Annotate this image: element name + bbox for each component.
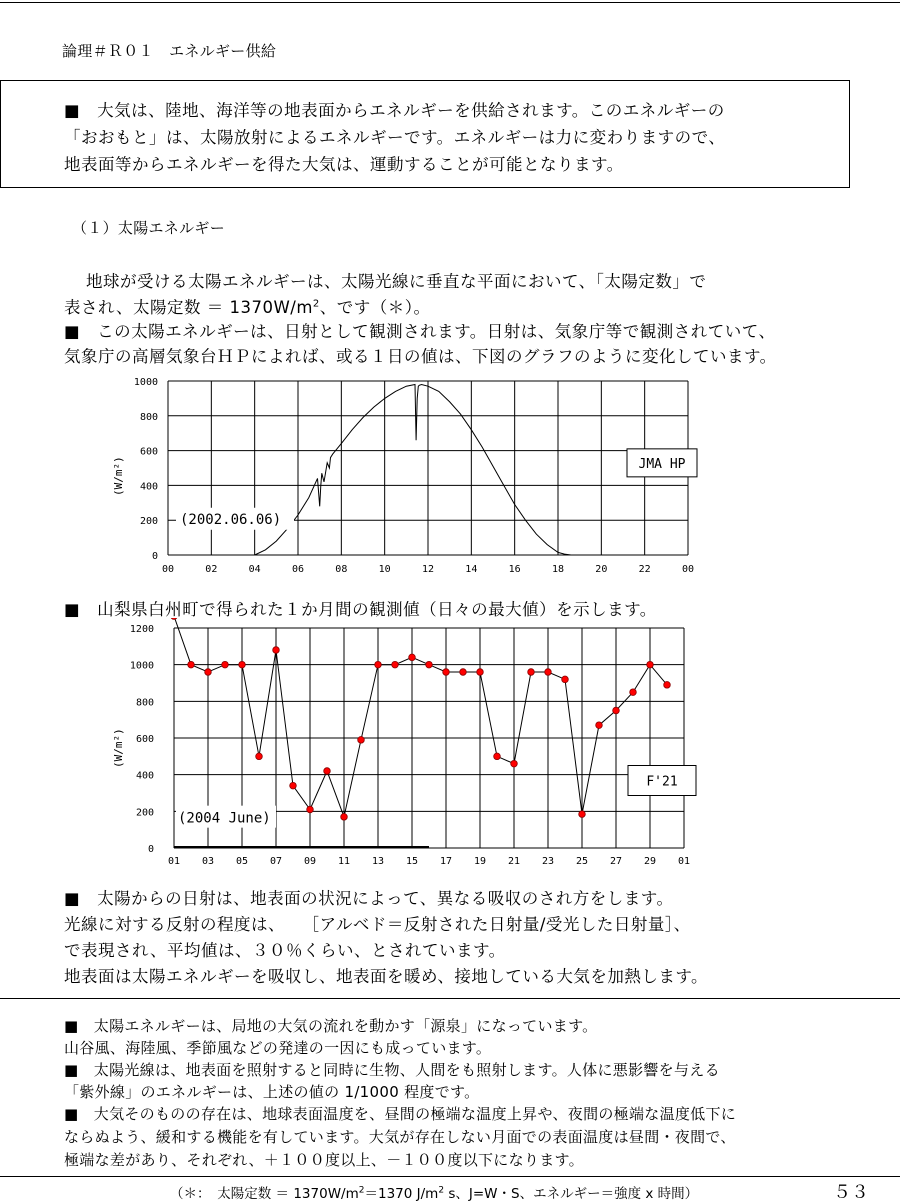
x-tick-label: 00 xyxy=(681,564,695,575)
paragraph-line xyxy=(64,294,431,318)
data-point xyxy=(579,811,586,818)
x-tick-label: 01 xyxy=(677,856,691,867)
x-tick-label: 01 xyxy=(167,856,181,867)
caption: ■ 山梨県白州町で得られた１か月間の観測値（日々の最大値）を示します。 xyxy=(64,600,657,619)
y-tick-label: 0 xyxy=(147,844,154,855)
footnote-part: （＊： 太陽定数 ＝ 1370W/m xyxy=(170,1186,359,1202)
paragraph-line: ■ 太陽からの日射は、地表面の状況によって、異なる吸収のされ方をします。 xyxy=(64,889,674,908)
y-tick-label: 1000 xyxy=(129,660,154,672)
note-line: ならぬよう、緩和する機能を有しています。大気が存在しない月面での表面温度は昼間・夜間で、 xyxy=(64,1128,736,1146)
note-line: ■ 大気そのものの存在は、地球表面温度を、昼間の極端な温度上昇や、夜間の極端な温度低下に xyxy=(64,1105,737,1123)
data-point xyxy=(392,661,399,668)
x-tick-label: 25 xyxy=(575,856,589,867)
solar-constant-text: 表され、太陽定数 ＝ 1370W/m xyxy=(64,298,313,317)
x-tick-label: 02 xyxy=(205,564,218,575)
y-tick-label: 1200 xyxy=(129,624,154,635)
data-point xyxy=(477,669,484,676)
data-point xyxy=(188,661,195,668)
intro-line: ■ 大気は、陸地、海洋等の地表面からエネルギーを供給されます。このエネルギーの xyxy=(64,101,725,120)
monthly-max-chart xyxy=(100,618,710,868)
x-tick-label: 07 xyxy=(269,856,283,867)
y-tick-label: 400 xyxy=(135,770,154,782)
data-point xyxy=(528,669,535,676)
y-axis-label: (W/m²) xyxy=(112,456,125,496)
data-point xyxy=(273,647,280,654)
date-annotation: (2002.06.06) xyxy=(180,511,282,528)
irradiance-line xyxy=(255,385,580,556)
data-point xyxy=(358,737,365,744)
data-point xyxy=(460,669,467,676)
y-tick-label: 400 xyxy=(139,481,158,493)
source-annotation: F'21 xyxy=(646,774,678,790)
data-point xyxy=(562,676,569,683)
data-point xyxy=(426,661,433,668)
data-point xyxy=(239,661,246,668)
x-tick-label: 20 xyxy=(595,564,608,575)
superscript: 2 xyxy=(438,1185,445,1196)
x-tick-label: 17 xyxy=(439,856,453,867)
section-heading: （１）太陽エネルギー xyxy=(72,219,226,237)
paragraph-line: 地表面は太陽エネルギーを吸収し、地表面を暖め、接地している大気を加熱します。 xyxy=(64,967,709,986)
x-tick-label: 18 xyxy=(551,564,565,575)
y-tick-label: 600 xyxy=(135,734,154,745)
paragraph-line: 地球が受ける太陽エネルギーは、太陽光線に垂直な平面において、「太陽定数」で xyxy=(86,272,707,291)
data-point xyxy=(290,782,297,789)
superscript: 2 xyxy=(312,298,320,310)
source-annotation: JMA HP xyxy=(638,456,686,472)
y-tick-label: 200 xyxy=(135,807,154,819)
data-point xyxy=(630,689,637,696)
x-tick-label: 09 xyxy=(303,856,317,867)
data-point xyxy=(307,806,314,813)
x-tick-label: 11 xyxy=(337,856,351,867)
x-tick-label: 08 xyxy=(335,564,348,575)
footnote-part: ＝1370 J/m xyxy=(364,1186,439,1202)
paragraph-line: で表現され、平均値は、３０％くらい、とされています。 xyxy=(64,941,506,960)
note-line: ■ 太陽光線は、地表面を照射すると同時に生物、人間をも照射します。人体に悪影響を与える xyxy=(64,1061,720,1079)
intro-line: 「おおもと」は、太陽放射によるエネルギーです。エネルギーは力に変わりますので、 xyxy=(64,128,726,147)
x-tick-label: 05 xyxy=(235,856,249,867)
page-number: ５３ xyxy=(833,1182,869,1203)
x-tick-label: 03 xyxy=(201,856,215,867)
x-tick-label: 23 xyxy=(541,856,555,867)
paragraph-line: 光線に対する反射の程度は、 ［アルベド＝反射された日射量/受光した日射量］、 xyxy=(64,915,691,934)
x-tick-label: 06 xyxy=(291,564,305,575)
note-line: 山谷風、海陸風、季節風などの発達の一因にも成っています。 xyxy=(64,1039,492,1057)
x-tick-label: 14 xyxy=(465,564,478,575)
top-rule xyxy=(0,2,900,3)
y-tick-label: 600 xyxy=(139,446,158,458)
paragraph-line: 気象庁の高層気象台ＨＰによれば、或る１日の値は、下図のグラフのように変化しています。 xyxy=(64,347,777,366)
data-point xyxy=(647,661,654,668)
superscript: 2 xyxy=(358,1185,365,1196)
footnote-part: s、J=W・S、エネルギー＝強度 x 時間） xyxy=(444,1186,699,1202)
note-line: 「紫外線」のエネルギーは、上述の値の 1/1000 程度です。 xyxy=(64,1083,480,1101)
intro-line: 地表面等からエネルギーを得た大気は、運動することが可能となります。 xyxy=(64,155,624,174)
x-tick-label: 29 xyxy=(643,856,657,867)
data-point xyxy=(511,760,518,767)
data-point xyxy=(596,722,603,729)
solar-constant-suffix: 、です（＊）。 xyxy=(319,298,431,317)
data-point xyxy=(222,661,229,668)
data-point xyxy=(443,669,450,676)
data-point xyxy=(545,669,552,676)
data-point xyxy=(409,654,416,661)
data-point xyxy=(341,814,348,821)
y-tick-label: 800 xyxy=(139,411,158,423)
date-annotation: (2004 June) xyxy=(178,810,271,827)
data-point xyxy=(664,682,671,689)
notes-top-rule xyxy=(0,998,900,999)
page-title: 論理＃Ｒ０１ エネルギー供給 xyxy=(62,42,277,60)
max-irradiance-line xyxy=(174,618,667,817)
x-tick-label: 04 xyxy=(248,564,261,575)
y-axis-label: (W/m²) xyxy=(112,728,125,768)
data-point xyxy=(324,768,331,775)
y-tick-label: 200 xyxy=(139,516,158,528)
x-tick-label: 00 xyxy=(161,564,175,575)
y-tick-label: 0 xyxy=(151,551,158,562)
data-point xyxy=(205,669,212,676)
note-line: 極端な差があり、それぞれ、＋１００度以上、－１００度以下になります。 xyxy=(64,1151,584,1169)
footnote xyxy=(170,1182,698,1202)
x-tick-label: 10 xyxy=(378,564,391,575)
footer-rule xyxy=(0,1176,900,1177)
x-tick-label: 19 xyxy=(473,856,487,867)
y-tick-label: 800 xyxy=(135,697,154,709)
paragraph-line: ■ この太陽エネルギーは、日射として観測されます。日射は、気象庁等で観測されていて、 xyxy=(64,322,776,341)
x-tick-label: 15 xyxy=(405,856,419,867)
note-line: ■ 太陽エネルギーは、局地の大気の流れを動かす「源泉」になっています。 xyxy=(64,1017,598,1035)
data-point xyxy=(171,618,178,619)
x-tick-label: 21 xyxy=(507,856,521,867)
daily-irradiance-chart xyxy=(100,370,710,580)
data-point xyxy=(494,753,501,760)
x-tick-label: 27 xyxy=(609,856,623,867)
x-tick-label: 22 xyxy=(638,564,651,575)
data-point xyxy=(375,661,382,668)
data-point xyxy=(256,753,263,760)
x-tick-label: 13 xyxy=(371,856,385,867)
x-tick-label: 16 xyxy=(508,564,521,575)
x-tick-label: 12 xyxy=(421,564,435,575)
y-tick-label: 1000 xyxy=(133,377,158,388)
data-point xyxy=(613,707,620,714)
